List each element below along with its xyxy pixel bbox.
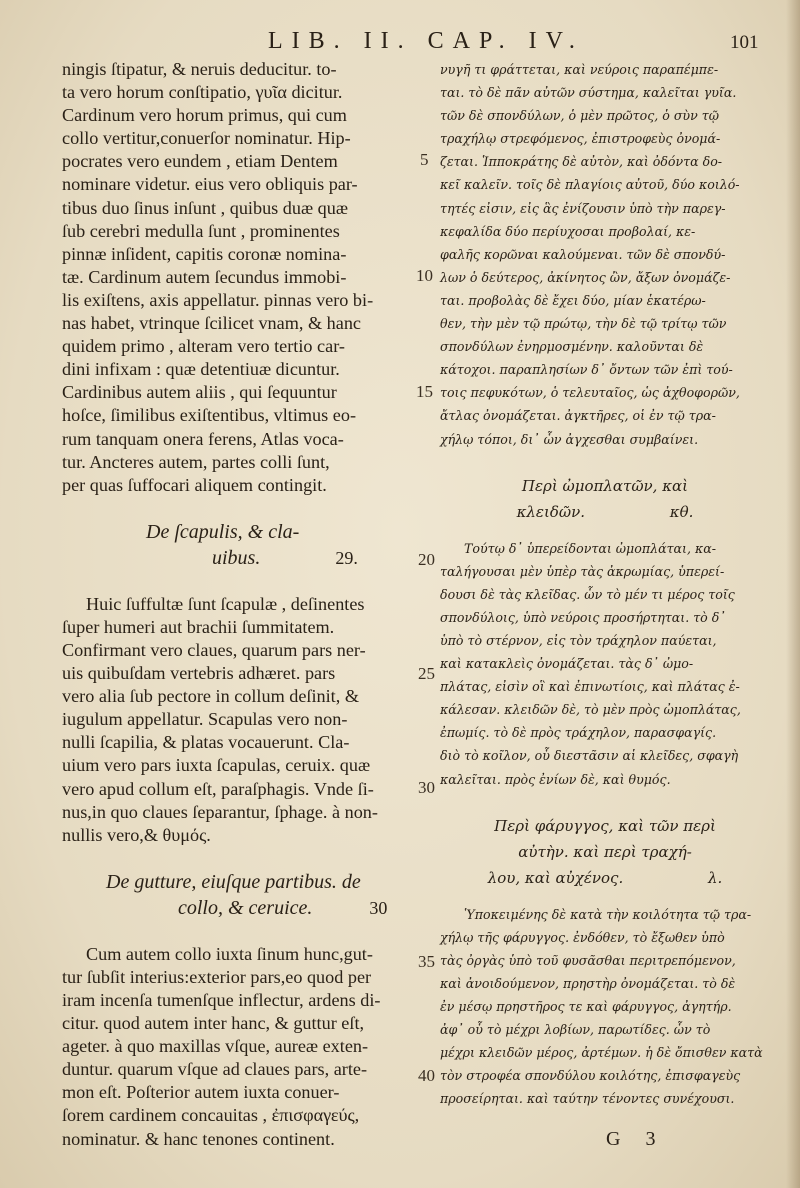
section-number: 29. xyxy=(335,547,358,568)
text-line: ταλήγουσαι μὲν ὑπὲρ τὰς ἀκρωμίας, ὑπερεί- xyxy=(440,563,725,579)
text-line: μέχρι κλειδῶν μέρος, ἀρτέμων. ἡ δὲ ὄπισθεν κατὰ xyxy=(440,1045,763,1061)
text-line: Cardinum vero horum primus, qui cum xyxy=(62,105,347,126)
section-heading: λου, καὶ αὐχένος. xyxy=(487,868,624,887)
latin-para-2 xyxy=(62,593,418,847)
text-line: pinnæ inſident, capitis coronæ nomina- xyxy=(62,243,347,264)
text-line: nominatur. & hanc tenones continent. xyxy=(62,1128,335,1149)
text-line: καὶ κατακλεὶς ὀνομάζεται. τὰς δ᾽ ὠμο- xyxy=(440,656,694,672)
text-line: tibus duo ſinus inſunt , quibus duæ quæ xyxy=(62,197,348,218)
text-line: ζεται. Ἱπποκράτης δὲ αὐτὸν, καὶ ὀδόντα δο- xyxy=(440,154,723,170)
text-line: σπονδύλων ἐνηρμοσμένην. καλοῦνται δὲ xyxy=(440,339,704,355)
page-header xyxy=(0,28,800,56)
text-line: δουσι δὲ τὰς κλεῖδας. ὧν τὸ μέν τι μέρος τοῖς xyxy=(440,586,735,602)
latin-column xyxy=(62,58,418,1151)
text-line: citur. quod autem inter hanc, & guttur eſt, xyxy=(62,1013,365,1034)
section-heading: De ſcapulis, & cla- xyxy=(146,520,300,543)
text-line: κάλεσαν. κλειδῶν δὲ, τὸ μὲν πρὸς ὠμοπλάτας, xyxy=(440,702,741,718)
text-line: τραχήλῳ στρεφόμενος, ἐπιστροφεὺς ὀνομά- xyxy=(440,131,721,147)
text-line: κεῖ καλεῖν. τοῖς δὲ πλαγίοις αὐτοῦ, δύο κοιλό- xyxy=(440,177,740,193)
text-line: ὑπὸ τὸ στέρνον, εἰς τὸν τράχηλον παύεται, xyxy=(440,632,717,648)
text-line: duntur. quarum vſque ad claues pars, arte- xyxy=(62,1059,368,1080)
text-line: ἀφ᾽ οὗ τὸ μέχρι λοβίων, παρωτίδες. ὧν τὸ xyxy=(440,1022,711,1038)
signature-mark: G 3 xyxy=(606,1128,666,1150)
latin-heading-gutture xyxy=(62,869,418,921)
section-number: 30 xyxy=(369,897,388,918)
greek-para-2 xyxy=(440,537,770,791)
section-heading: uibus. xyxy=(212,546,261,569)
latin-para-3 xyxy=(62,943,418,1151)
text-line: Cum autem collo iuxta ſinum hunc,gut- xyxy=(86,943,373,964)
text-line: Huic ſuffultæ ſunt ſcapulæ , deſinentes xyxy=(86,593,365,614)
text-line: τὸν στροφέα σπονδύλου κοιλότης, ἐπισφαγεὺς xyxy=(440,1068,741,1084)
text-line: iugulum appellatur. Scapulas vero non- xyxy=(62,709,348,730)
line-number: 20 xyxy=(418,550,435,569)
text-line: ſorem cardinem concauitas , ἐπισφαγεύς, xyxy=(62,1105,360,1126)
text-line: νυγῆ τι φράττεται, καὶ νεύροις παραπέμπε- xyxy=(440,62,719,77)
text-line: διὸ τὸ κοῖλον, οὗ διεστᾶσιν αἱ κλεῖδες, σφαγὴ xyxy=(440,748,739,764)
text-line: ta vero horum conſtipatio, γυῖα dicitur. xyxy=(62,82,343,103)
text-line: τητές εἰσιν, εἰς ἃς ἐνίζουσιν ὑπὸ τὴν παρεγ- xyxy=(440,200,726,216)
text-line: θεν, τὴν μὲν τῷ πρώτῳ, τὴν δὲ τῷ τρίτῳ τῶν xyxy=(440,316,727,332)
text-line: καλεῖται. πρὸς ἐνίων δὲ, καὶ θυμός. xyxy=(440,771,671,787)
folio-number: 101 xyxy=(730,32,759,53)
text-line: ſub cerebri medulla ſunt , prominentes xyxy=(62,220,340,241)
text-line: vero alia ſub pectore in collum deſinit, & xyxy=(62,686,359,707)
text-line: Confirmant vero claues, quarum pars ner- xyxy=(62,639,366,660)
text-line: tæ. Cardinum autem ſecundus immobi- xyxy=(62,266,347,287)
text-line: iram incenſa tumenſque inflectur, ardens di- xyxy=(62,990,381,1010)
greek-para-1 xyxy=(440,58,770,451)
text-line: λων ὁ δεύτερος, ἀκίνητος ὢν, ἄξων ὀνομάζε- xyxy=(440,269,731,285)
text-line: hoſce, ſimilibus exiſtentibus, vltimus eo- xyxy=(62,405,357,426)
text-line: κάτοχοι. παραπλησίων δ᾽ ὄντων τῶν ἐπὶ τού- xyxy=(440,362,733,378)
text-line: προσείρηται. καὶ ταύτην τένοντες συνέχουσι. xyxy=(440,1091,735,1107)
section-number: λ. xyxy=(708,868,723,887)
running-head: LIB. II. CAP. IV. xyxy=(268,28,584,54)
text-line: nulli ſcapilia, & platas vocauerunt. Cla- xyxy=(62,732,350,753)
greek-column xyxy=(440,58,770,1110)
latin-heading-scapulis xyxy=(62,519,418,571)
text-line: χήλῳ τόποι, δι᾽ ὧν ἀγχεσθαι συμβαίνει. xyxy=(440,431,699,447)
section-number: κθ. xyxy=(669,502,694,521)
text-line: per quas ſuffocari aliquem contingit. xyxy=(62,474,327,495)
text-line: Cardinibus autem aliis , qui ſequuntur xyxy=(62,382,337,403)
text-line: rum tanquam onera ferens, Atlas voca- xyxy=(62,428,344,449)
text-line: Ὑποκειμένης δὲ κατὰ τὴν κοιλότητα τῷ τρα- xyxy=(464,906,752,922)
text-line: τοις πεφυκότων, ὁ τελευταῖος, ὡς ἀχθοφορῶν, xyxy=(440,385,740,401)
text-line: quidem primo , alteram vero tertio car- xyxy=(62,336,345,357)
line-number: 10 xyxy=(416,266,433,285)
text-line: uium vero pars iuxta ſcapulas, ceruix. quæ xyxy=(62,755,371,776)
text-line: τῶν δὲ σπονδύλων, ὁ μὲν πρῶτος, ὁ σὺν τῷ xyxy=(440,108,719,124)
section-heading: Περὶ ὠμοπλατῶν, καὶ xyxy=(521,476,689,495)
line-number: 35 xyxy=(418,952,435,971)
line-number: 25 xyxy=(418,664,435,683)
text-line: κεφαλίδα δύο περίυχοσαι προβολαί, κε- xyxy=(440,223,696,239)
text-line: dini infixam : quæ detentiuæ dicuntur. xyxy=(62,359,340,380)
section-heading: Περὶ φάρυγγος, καὶ τῶν περὶ xyxy=(494,816,716,835)
section-heading: De gutture, eiuſque partibus. de xyxy=(106,870,361,893)
latin-para-1 xyxy=(62,58,418,497)
text-line: χήλῳ τῆς φάρυγγος. ἐνδόθεν, τὸ ἔξωθεν ὑπὸ xyxy=(440,929,725,945)
line-number: 30 xyxy=(418,778,435,797)
text-line: nas habet, vtrinque ſcilicet vnam, & hanc xyxy=(62,313,361,334)
text-line: nullis vero,& θυμός. xyxy=(62,824,211,845)
page-edge-shadow xyxy=(786,0,800,1188)
text-line: σπονδύλοις, ὑπὸ νεύροις προσήρτηται. τὸ δ᾽ xyxy=(440,609,726,625)
text-line: ningis ſtipatur, & neruis deducitur. to- xyxy=(62,59,337,79)
text-line: πλάτας, εἰσὶν οἳ καὶ ἐπινωτίοις, καὶ πλάτας ἐ- xyxy=(440,679,740,695)
text-line: vero apud collum eſt, paraſphagis. Vnde ſi- xyxy=(62,778,374,799)
text-line: ageter. à quo maxillas vſque, aureæ exten- xyxy=(62,1036,369,1057)
greek-para-3 xyxy=(440,903,770,1111)
text-line: φαλῆς κορῶναι καλούμεναι. τῶν δὲ σπονδύ- xyxy=(440,246,726,262)
text-line: καὶ ἀνοιδούμενον, πρηστὴρ ὀνομάζεται. τὸ δὲ xyxy=(440,975,736,991)
text-line: Τούτῳ δ᾽ ὑπερείδονται ὠμοπλάται, κα- xyxy=(464,540,717,556)
text-line: ται. τὸ δὲ πᾶν αὐτῶν σύστημα, καλεῖται γυῖα. xyxy=(440,85,737,101)
text-line: ἄτλας ὀνομάζεται. ἀγκτῆρες, οἱ ἐν τῷ τρα- xyxy=(440,408,716,424)
text-line: ται. προβολὰς δὲ ἔχει δύο, μίαν ἑκατέρω- xyxy=(440,292,706,308)
text-line: nus,in quo claues ſeparantur, ſphage. à non- xyxy=(62,801,378,822)
text-line: ἐπωμίς. τὸ δὲ πρὸς τράχηλον, παρασφαγίς. xyxy=(440,725,717,741)
line-number: 40 xyxy=(418,1066,435,1085)
text-line: nominare videtur. eius vero obliquis par- xyxy=(62,174,358,195)
text-line: ſuper humeri aut brachii ſummitatem. xyxy=(62,616,335,637)
text-line: lis exiſtens, axis appellatur. pinnas vero bi- xyxy=(62,289,374,310)
greek-heading-pharyngos xyxy=(440,813,770,891)
section-heading: κλειδῶν. xyxy=(516,502,585,521)
text-line: collo vertitur,conuerſor nominatur. Hip- xyxy=(62,128,351,149)
text-line: pocrates vero eundem , etiam Dentem xyxy=(62,151,338,172)
line-number: 15 xyxy=(416,382,433,401)
text-line: tur ſubſit interius:exterior pars,eo quod per xyxy=(62,966,372,987)
greek-heading-omoplaton xyxy=(440,473,770,525)
section-heading: αὐτὴν. καὶ περὶ τραχή- xyxy=(518,842,692,861)
text-line: mon eſt. Poſterior autem iuxta conuer- xyxy=(62,1082,340,1103)
text-line: tur. Ancteres autem, partes colli ſunt, xyxy=(62,451,330,472)
line-number: 5 xyxy=(420,150,429,169)
text-line: ἐν μέσῳ πρηστῆρος τε καὶ φάρυγγος, ἀγητήρ. xyxy=(440,999,732,1014)
section-heading: collo, & ceruice. xyxy=(178,896,313,919)
text-line: uis quibuſdam vertebris adhæret. pars xyxy=(62,663,336,684)
text-line: τὰς ὀργὰς ὑπὸ τοῦ φυσᾶσθαι περιτρεπόμενον, xyxy=(440,952,736,968)
